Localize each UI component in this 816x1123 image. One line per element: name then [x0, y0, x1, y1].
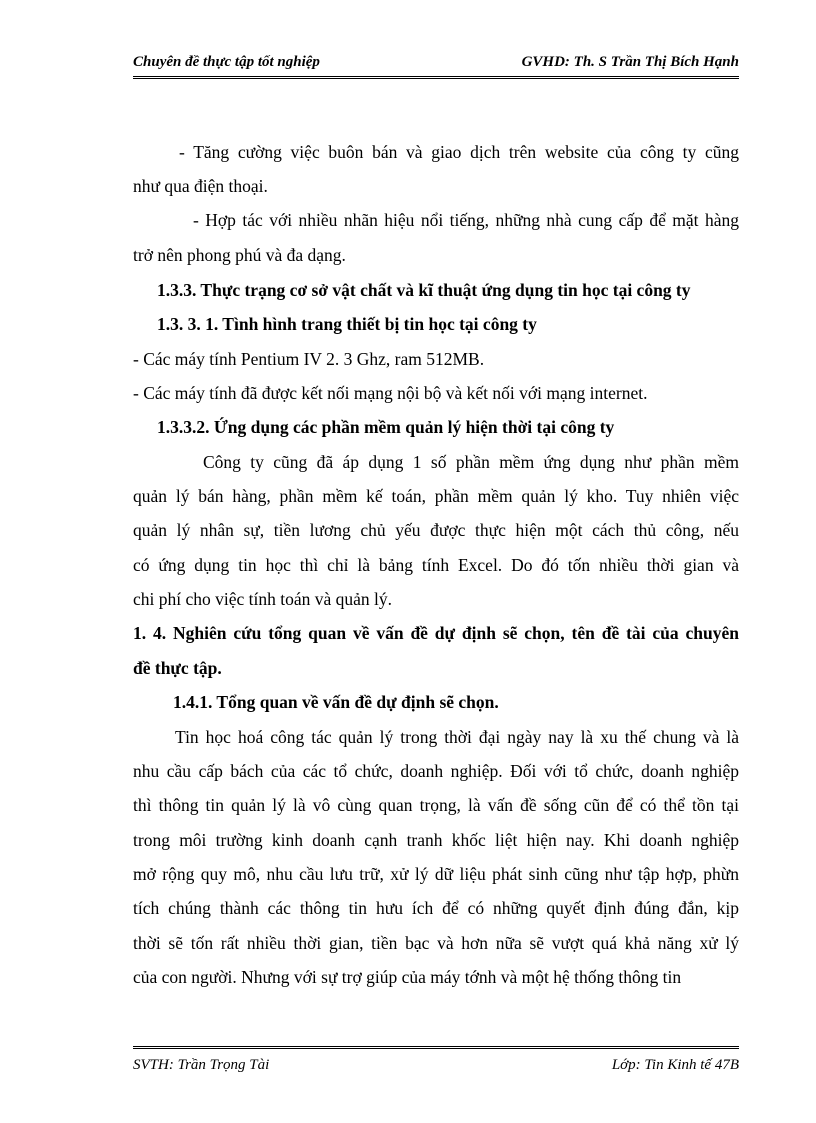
- heading-1-3-3: 1.3.3. Thực trạng cơ sở vật chất và kĩ thuật ứng dụng tin học tại công ty: [157, 280, 691, 300]
- paragraph-line: trong môi trường kinh doanh cạnh tranh khốc liệt hiện nay. Khi doanh nghiệp: [133, 830, 739, 850]
- bullet-item: - Các máy tính đã được kết nối mạng nội bộ và kết nối với mạng internet.: [133, 383, 648, 403]
- header-supervisor: GVHD: Th. S Trần Thị Bích Hạnh: [521, 54, 739, 70]
- paragraph-line: thời sẽ tốn rất nhiều thời gian, tiền bạc và hơn nữa sẽ vượt quá khả năng xử lý: [133, 933, 739, 953]
- footer-student: SVTH: Trần Trọng Tài: [133, 1057, 270, 1073]
- heading-1-4-cont: đề thực tập.: [133, 658, 222, 678]
- paragraph-line: Công ty cũng đã áp dụng 1 số phần mềm ứng dụng như phần mềm: [203, 452, 739, 472]
- footer-class: Lớp: Tin Kinh tế 47B: [611, 1057, 739, 1073]
- heading-1-3-3-2: 1.3.3.2. Ứng dụng các phần mềm quản lý hiện thời tại công ty: [157, 417, 615, 437]
- paragraph-line: quản lý nhân sự, tiền lương chủ yếu được thực hiện một cách thủ công, nếu: [133, 520, 739, 540]
- paragraph-line: nhu cầu cấp bách của các tổ chức, doanh nghiệp. Đối với tổ chức, doanh nghiệp: [133, 761, 739, 781]
- paragraph-line: có ứng dụng tin học thì chỉ là bảng tính Excel. Do đó tốn nhiều thời gian và: [133, 555, 739, 575]
- paragraph-line: - Tăng cường việc buôn bán và giao dịch trên website của công ty cũng: [179, 142, 739, 162]
- heading-1-4-1: 1.4.1. Tổng quan về vấn đề dự định sẽ chọn.: [173, 692, 499, 712]
- paragraph-line: thì thông tin quản lý là vô cùng quan trọng, là vấn đề sống cũn để có thể tồn tại: [133, 795, 739, 815]
- header-course-title: Chuyên đề thực tập tốt nghiệp: [133, 54, 320, 70]
- page-footer: [133, 1046, 739, 1075]
- paragraph-line: chi phí cho việc tính toán và quản lý.: [133, 589, 393, 609]
- heading-1-3-3-1: 1.3. 3. 1. Tình hình trang thiết bị tin học tại công ty: [157, 314, 537, 334]
- paragraph-line: mở rộng quy mô, nhu cầu lưu trữ, xử lý dữ liệu phát sinh cũng như tập hợp, phừn: [133, 864, 739, 884]
- paragraph-line: tích chúng thành các thông tin hưu ích để có những quyết định đúng đắn, kịp: [133, 898, 739, 918]
- paragraph-line: Tin học hoá công tác quản lý trong thời đại ngày nay là xu thế chung và là: [175, 727, 739, 747]
- paragraph-line: - Hợp tác với nhiều nhãn hiệu nổi tiếng, những nhà cung cấp để mặt hàng: [193, 210, 739, 230]
- bullet-item: - Các máy tính Pentium IV 2. 3 Ghz, ram 512MB.: [133, 349, 485, 369]
- page-header: [133, 52, 739, 79]
- paragraph-line: trở nên phong phú và đa dạng.: [133, 245, 346, 265]
- paragraph-line: của con người. Nhưng với sự trợ giúp của máy tớnh và một hệ thống thông tin: [133, 967, 682, 987]
- paragraph-line: như qua điện thoại.: [133, 176, 268, 196]
- paragraph-line: quản lý bán hàng, phần mềm kế toán, phần mềm quản lý kho. Tuy nhiên việc: [133, 486, 739, 506]
- heading-1-4: 1. 4. Nghiên cứu tổng quan về vấn đề dự định sẽ chọn, tên đề tài của chuyên: [133, 623, 739, 643]
